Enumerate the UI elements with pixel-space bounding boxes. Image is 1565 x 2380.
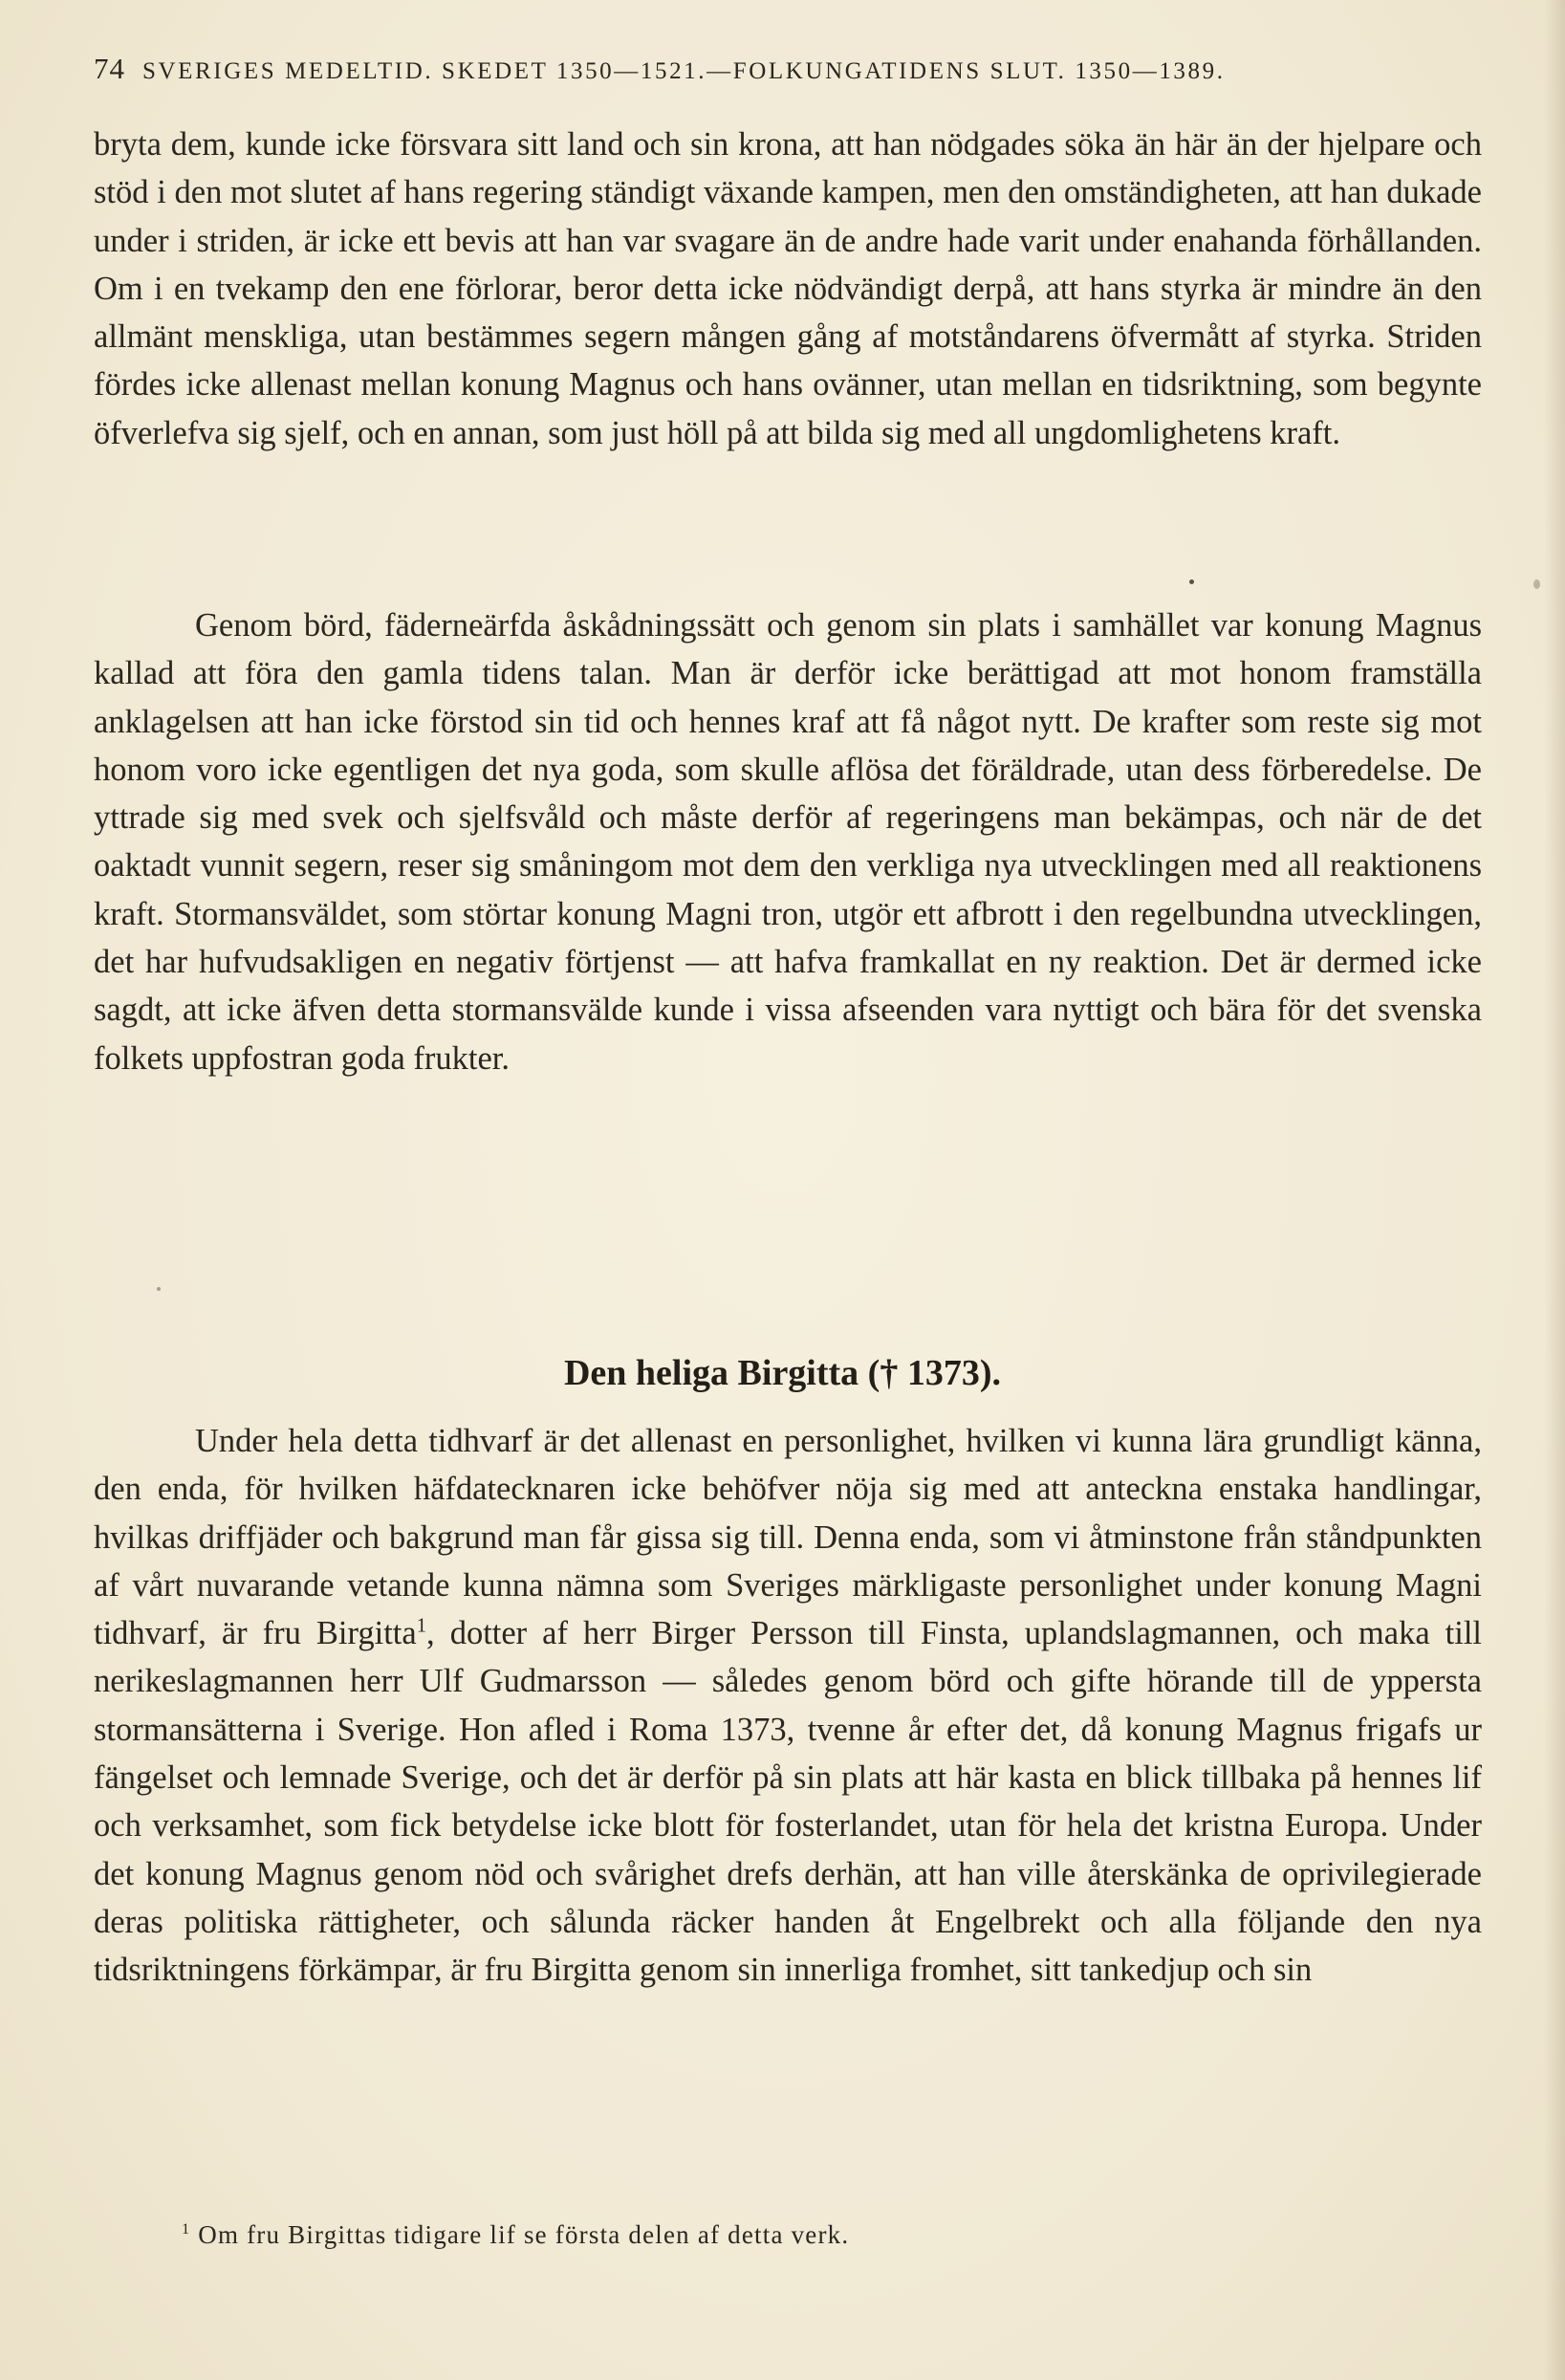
paragraph-3-part-2: , dotter af herr Birger Persson till Finsta, uplandslagmannen, och maka till nerikeslagmannen herr Ulf Gudmarsson — således genom börd och gifte hörande till de yppersta stormansätterna i Sverige. Hon afled i Roma 1373, tvenne år efter det, då konung Magnus frigafs ur fängelset och lemnade Sverige, och det är derför på sin plats att här kasta en blick tillbaka på hennes lif och verksamhet, som fick betydelse icke blott för fosterlandet, utan för hela det kristna Europa. Under det konung Magnus genom nöd och svårighet drefs derhän, att han ville återskänka de oprivilegierade deras politiska rättigheter, och sålunda räcker handen åt Engelbrekt och alla följande den nya tidsriktningens förkämpar, är fru Birgitta genom sin innerliga fromhet, sitt tankedjup och sin (94, 1615, 1482, 1989)
page-number: 74 (94, 52, 125, 85)
paragraph-2-text: Genom börd, fäderneärfda åskådningssätt och genom sin plats i samhället var konung Magnus kallad att föra den gamla tidens talan. Man är derför icke berättigad att mot honom framställa anklagelsen att han icke förstod sin tid och hennes kraf att få något nytt. De krafter som reste sig mot honom voro icke egentligen det nya goda, som skulle aflösa det föräldrade, utan dess förberedelse. De yttrade sig med svek och sjelfsvåld och måste derför af regeringens man bekämpas, och när de det oaktadt vunnit segern, reser sig småningom mot dem den verkliga nya utvecklingen med all reaktionens kraft. Stormansväldet, som störtar konung Magni tron, utgör ett afbrott i den regelbundna utvecklingen, det har hufvudsakligen en negativ förtjenst — att hafva framkallat en ny reaktion. Det är dermed icke sagdt, att icke äfven detta stormansvälde kunde i vissa afseenden vara nyttigt och bära för det svenska folkets uppfostran goda frukter. (94, 607, 1482, 1077)
paragraph-3 (94, 1417, 1482, 1995)
section-heading: Den heliga Birgitta († 1373). (563, 1353, 1001, 1393)
footnote-mark: 1 (182, 2220, 191, 2238)
ink-speck (157, 1287, 161, 1291)
paragraph-1 (94, 120, 1482, 457)
paragraph-3-part-1: Under hela detta tidhvarf är det allenast en personlighet, hvilken vi kunna lära grundligt känna, den enda, för hvilken häfdatecknaren icke behöfver nöja sig med att anteckna enstaka handlingar, hvilkas driffjäder och bakgrund man får gissa sig till. Denna enda, som vi åtminstone från ståndpunkten af vårt nuvarande vetande kunna nämna som Sveriges märkligaste personlighet under konung Magni tidhvarf, är fru Birgitta (94, 1423, 1482, 1652)
running-header (94, 52, 1489, 94)
paragraph-3-text (94, 1417, 1482, 1995)
footnote-reference: 1 (416, 1615, 427, 1637)
paragraph-1-text: bryta dem, kunde icke försvara sitt land och sin krona, att han nödgades söka än här än der hjelpare och stöd i den mot slutet af hans regering ständigt växande kampen, men den omständigheten, att han dukade under i striden, är icke ett bevis att han var svagare än de andre hade varit under enahanda förhållanden. Om i en tvekamp den ene förlorar, beror detta icke nödvändigt derpå, att hans styrka är mindre än den allmänt menskliga, utan bestämmes segern mången gång af motståndarens öfvermått af styrka. Striden fördes icke allenast mellan konung Magnus och hans ovänner, utan mellan en tidsriktning, som begynte öfverlefva sig sjelf, och en annan, som just höll på att bilda sig med all ungdomlighetens kraft. (94, 126, 1482, 451)
footnote (182, 2220, 1482, 2250)
page-edge-shadow (1544, 0, 1565, 2380)
ink-speck (1189, 579, 1194, 584)
ink-speck (1533, 579, 1540, 589)
paragraph-2 (94, 601, 1482, 1082)
footnote-text: Om fru Birgittas tidigare lif se första delen af detta verk. (190, 2220, 850, 2249)
running-title: SVERIGES MEDELTID. SKEDET 1350—1521.—FOLKUNGATIDENS SLUT. 1350—1389. (142, 58, 1226, 84)
